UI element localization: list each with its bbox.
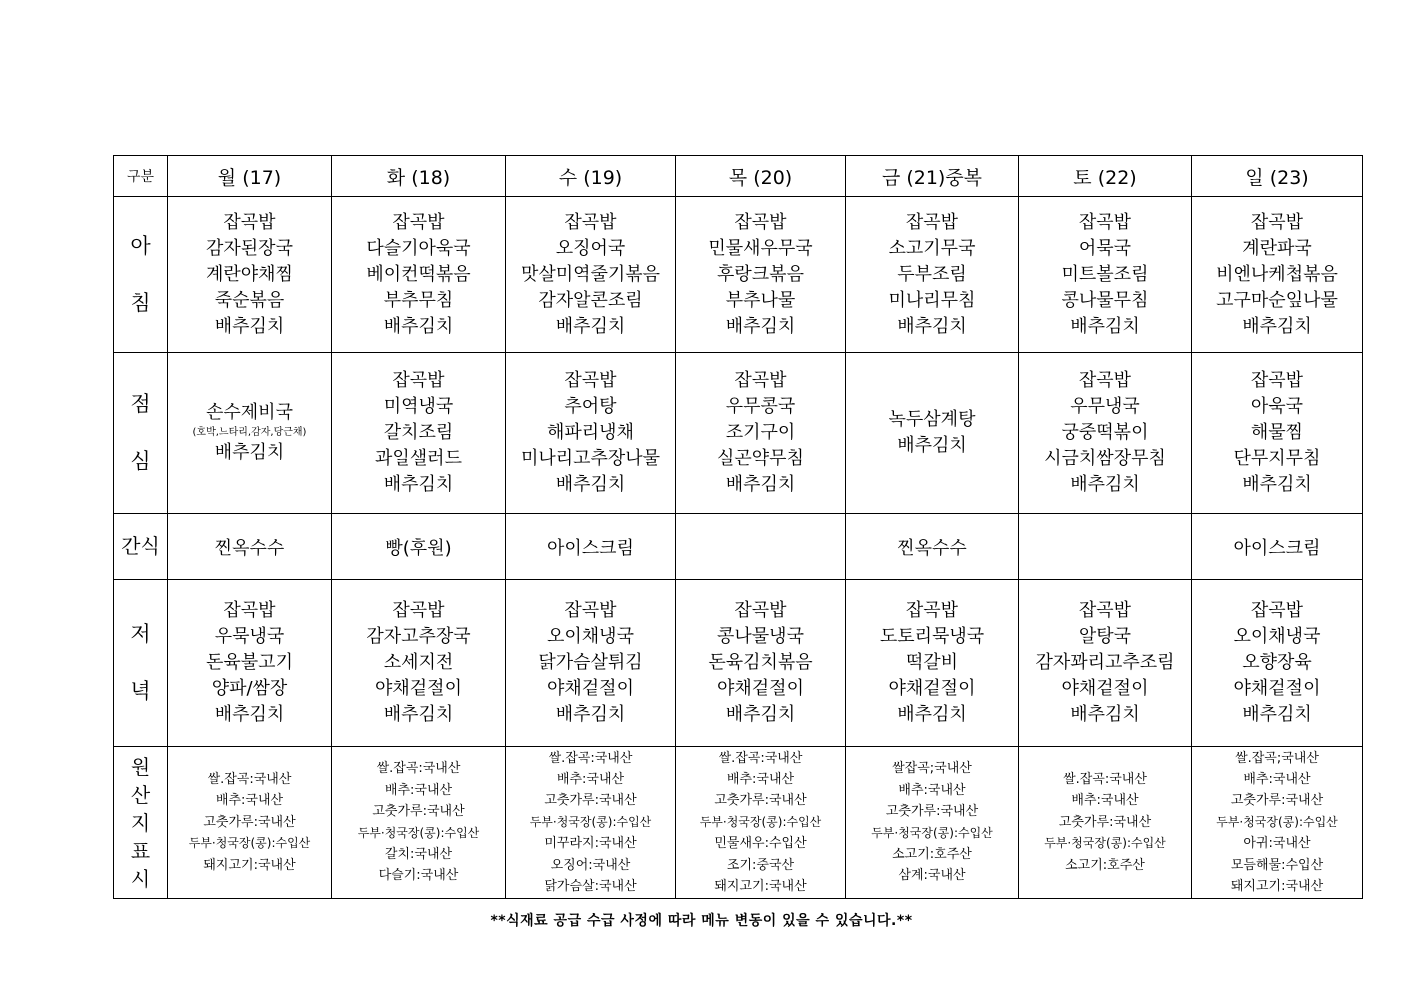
menu-item: 우무냉국 xyxy=(1070,396,1140,417)
origin-item: 다슬기:국내산 xyxy=(378,868,459,884)
origin-item: 두부·청국장(콩):수입산 xyxy=(699,814,822,829)
origin-item: 배추:국내산 xyxy=(556,771,625,787)
menu-item: 배추김치 xyxy=(1242,704,1312,725)
dinner-label xyxy=(114,580,168,747)
menu-item: 잡곡밥 xyxy=(564,211,617,233)
origin-item: 소고기:호주산 xyxy=(1065,857,1145,873)
snack-cell-fri: 찐옥수수 xyxy=(846,514,1019,580)
breakfast-cell-sun xyxy=(1192,197,1363,353)
menu-item: 도토리묵냉국 xyxy=(879,626,985,647)
menu-item: 미나리고추장나물 xyxy=(520,448,661,469)
menu-item: 닭가슴살튀김 xyxy=(538,652,643,673)
origin-item: 쌀잡곡;국내산 xyxy=(892,761,972,777)
menu-item: 배추김치 xyxy=(725,704,796,725)
menu-item: 감자고추장국 xyxy=(366,626,471,647)
day-header-fri: 금 (21)중복 xyxy=(846,156,1019,197)
dinner-cell-fri xyxy=(846,580,1019,747)
menu-item: 양파/쌈장 xyxy=(211,678,288,699)
menu-item: 야채겉절이 xyxy=(717,678,804,699)
origin-item: 쌀.잡곡:국내산 xyxy=(376,761,461,777)
menu-item: 민물새우무국 xyxy=(708,237,813,259)
menu-item: 베이컨떡볶음 xyxy=(366,263,471,285)
menu-item: 오향장육 xyxy=(1242,652,1312,673)
menu-item: 두부조림 xyxy=(897,263,967,285)
menu-item: 오징어국 xyxy=(555,237,626,259)
origin-cell-sat xyxy=(1019,747,1192,899)
lunch-cell-wed xyxy=(506,353,676,514)
menu-item: 손수제비국 xyxy=(206,402,293,423)
menu-item: 조기구이 xyxy=(725,422,796,443)
breakfast-cell-thu xyxy=(676,197,846,353)
origin-item: 고춧가루:국내산 xyxy=(544,793,637,809)
menu-item: 감자알콘조림 xyxy=(538,289,643,311)
menu-item: 부추무침 xyxy=(383,289,454,311)
menu-item: 잡곡밥 xyxy=(905,600,959,621)
origin-item: 배추:국내산 xyxy=(1071,793,1139,809)
menu-item: 배추김치 xyxy=(383,704,454,725)
menu-item: 소고기무국 xyxy=(888,237,976,259)
dinner-cell-tue xyxy=(332,580,506,747)
menu-item: 배추김치 xyxy=(1242,474,1312,495)
snack-cell-wed: 아이스크림 xyxy=(506,514,676,580)
menu-item: 감자된장국 xyxy=(206,237,293,259)
category-label: 구분 xyxy=(114,156,168,197)
menu-item: 배추김치 xyxy=(214,442,285,463)
menu-item: 잡곡밥 xyxy=(1078,211,1132,233)
menu-item: 실곤약무침 xyxy=(717,448,804,469)
menu-item: 후랑크볶음 xyxy=(717,263,804,285)
menu-item: 돈육김치볶음 xyxy=(708,652,813,673)
menu-item: 배추김치 xyxy=(1070,315,1140,337)
day-header-tue: 화 (18) xyxy=(332,156,506,197)
day-header-mon: 월 (17) xyxy=(168,156,332,197)
dinner-label-char: 저 xyxy=(130,622,151,647)
lunch-row xyxy=(114,353,1363,514)
origin-item: 오징어:국내산 xyxy=(550,857,631,873)
menu-item: 녹두삼계탕 xyxy=(888,409,976,430)
dinner-cell-thu xyxy=(676,580,846,747)
menu-item: 다슬기아욱국 xyxy=(366,237,471,259)
breakfast-label xyxy=(114,197,168,353)
menu-item: 오이채냉국 xyxy=(1233,626,1321,647)
menu-item: 잡곡밥 xyxy=(905,211,959,233)
origin-item: 배추:국내산 xyxy=(215,793,284,809)
breakfast-cell-sat xyxy=(1019,197,1192,353)
menu-item: 잡곡밥 xyxy=(392,370,445,391)
breakfast-cell-fri xyxy=(846,197,1019,353)
menu-item: 해파리냉채 xyxy=(547,422,634,443)
menu-item: 배추김치 xyxy=(897,435,967,456)
menu-item: 어묵국 xyxy=(1078,237,1132,259)
origin-item: 돼지고기:국내산 xyxy=(203,857,296,873)
origin-item: 고춧가루:국내산 xyxy=(714,793,807,809)
origin-item: 조기:중국산 xyxy=(726,857,795,873)
dinner-cell-sat xyxy=(1019,580,1192,747)
menu-item: 우묵냉국 xyxy=(214,626,285,647)
origin-item: 돼지고기:국내산 xyxy=(714,879,807,895)
snack-cell-mon: 찐옥수수 xyxy=(168,514,332,580)
origin-item: 고춧가루:국내산 xyxy=(203,814,296,830)
menu-item: 잡곡밥 xyxy=(734,370,787,391)
menu-item: 잡곡밥 xyxy=(223,600,276,621)
snack-row xyxy=(114,514,1363,580)
origin-cell-fri xyxy=(846,747,1019,899)
day-header-thu: 목 (20) xyxy=(676,156,846,197)
menu-item: 배추김치 xyxy=(725,315,796,337)
menu-item: 야채겉절이 xyxy=(1061,678,1149,699)
menu-item: 죽순볶음 xyxy=(214,289,285,311)
origin-item: 두부·청국장(콩):수입산 xyxy=(357,825,480,840)
origin-item: 삼계:국내산 xyxy=(898,868,966,884)
menu-item: 콩나물무침 xyxy=(1061,289,1149,311)
dinner-cell-sun xyxy=(1192,580,1363,747)
menu-item: 배추김치 xyxy=(214,315,285,337)
menu-item: 미나리무침 xyxy=(888,289,976,311)
origin-item: 배추:국내산 xyxy=(726,771,795,787)
lunch-cell-mon xyxy=(168,353,332,514)
origin-item: 배추:국내산 xyxy=(384,782,453,798)
dinner-label-char: 녁 xyxy=(130,679,151,703)
menu-item: 배추김치 xyxy=(383,315,454,337)
menu-item: 고구마순잎나물 xyxy=(1216,289,1338,311)
lunch-cell-sat xyxy=(1019,353,1192,514)
menu-item: 배추김치 xyxy=(725,474,796,495)
origin-item: 고춧가루:국내산 xyxy=(885,804,979,820)
menu-item: 배추김치 xyxy=(555,704,626,725)
menu-item: 배추김치 xyxy=(1242,315,1312,337)
lunch-cell-sun xyxy=(1192,353,1363,514)
lunch-label-char: 점 xyxy=(130,392,151,417)
menu-item: 단무지무침 xyxy=(1233,448,1321,469)
origin-item: 미꾸라지:국내산 xyxy=(544,836,637,852)
menu-item: 배추김치 xyxy=(214,704,285,725)
lunch-cell-tue xyxy=(332,353,506,514)
menu-item: 맛살미역줄기볶음 xyxy=(520,263,661,285)
footnote: **식재료 공급 수급 사정에 따라 메뉴 변동이 있을 수 있습니다.** xyxy=(490,913,913,929)
lunch-cell-fri xyxy=(846,353,1019,514)
menu-item: 알탕국 xyxy=(1078,626,1132,647)
breakfast-cell-tue xyxy=(332,197,506,353)
origin-item: 닭가슴살:국내산 xyxy=(544,879,637,895)
menu-item: 잡곡밥 xyxy=(564,600,617,621)
snack-label: 간식 xyxy=(114,514,168,580)
menu-item: 계란야채찜 xyxy=(206,263,293,285)
origin-item: 두부·청국장(콩):수입산 xyxy=(871,825,993,840)
origin-item: 고춧가루:국내산 xyxy=(372,804,465,820)
origin-label-char: 원 xyxy=(130,754,151,779)
day-header-sun: 일 (23) xyxy=(1192,156,1363,197)
snack-cell-sat xyxy=(1019,514,1192,580)
origin-item: 두부·청국장(콩):수입산 xyxy=(1044,836,1166,851)
dinner-cell-mon xyxy=(168,580,332,747)
origin-label xyxy=(114,747,168,899)
menu-item: 배추김치 xyxy=(1070,704,1140,725)
day-header-wed: 수 (19) xyxy=(506,156,676,197)
origin-item: 배추:국내산 xyxy=(898,782,966,798)
origin-item: 두부·청국장(콩):수입산 xyxy=(529,814,652,829)
snack-cell-sun: 아이스크림 xyxy=(1192,514,1363,580)
origin-cell-sun xyxy=(1192,747,1363,899)
lunch-cell-thu xyxy=(676,353,846,514)
origin-item: 모듬해물:수입산 xyxy=(1230,857,1324,873)
origin-item: 두부·청국장(콩):수입산 xyxy=(188,836,311,851)
origin-cell-wed xyxy=(506,747,676,899)
menu-item: 잡곡밥 xyxy=(1078,600,1132,621)
origin-item: 쌀.잡곡;국내산 xyxy=(1235,750,1319,766)
menu-item: 미역냉국 xyxy=(383,396,454,417)
menu-item: 야채겉절이 xyxy=(888,678,976,699)
menu-item: 콩나물냉국 xyxy=(717,626,804,647)
dinner-row xyxy=(114,580,1363,747)
origin-label-char: 산 xyxy=(130,782,151,807)
origin-item: 쌀.잡곡:국내산 xyxy=(548,750,633,766)
dinner-cell-wed xyxy=(506,580,676,747)
menu-item: 야채겉절이 xyxy=(375,678,462,699)
origin-cell-thu xyxy=(676,747,846,899)
origin-item: 쌀.잡곡:국내산 xyxy=(718,750,803,766)
origin-label-char: 지 xyxy=(130,810,151,835)
origin-item: 돼지고기:국내산 xyxy=(1230,879,1324,895)
origin-item: 소고기:호주산 xyxy=(892,846,972,862)
menu-item: (호박,느타리,감자,당근채) xyxy=(192,427,307,438)
snack-cell-thu xyxy=(676,514,846,580)
origin-item: 고춧가루:국내산 xyxy=(1230,793,1324,809)
origin-item: 갈치:국내산 xyxy=(384,846,453,862)
menu-item: 추어탕 xyxy=(564,396,617,417)
menu-item: 잡곡밥 xyxy=(734,211,787,233)
menu-item: 돈육불고기 xyxy=(206,652,293,673)
origin-item: 아귀:국내산 xyxy=(1243,836,1311,852)
menu-item: 배추김치 xyxy=(555,474,626,495)
origin-cell-tue xyxy=(332,747,506,899)
menu-item: 해물찜 xyxy=(1250,422,1304,443)
menu-item: 배추김치 xyxy=(1070,474,1140,495)
origin-item: 두부·청국장(콩):수입산 xyxy=(1216,814,1338,829)
menu-item: 잡곡밥 xyxy=(1250,600,1304,621)
origin-row xyxy=(114,747,1363,899)
menu-item: 미트볼조림 xyxy=(1061,263,1149,285)
breakfast-cell-mon xyxy=(168,197,332,353)
menu-item: 배추김치 xyxy=(383,474,454,495)
menu-item: 잡곡밥 xyxy=(392,211,445,233)
lunch-label-char: 심 xyxy=(130,449,151,473)
menu-item: 잡곡밥 xyxy=(734,600,787,621)
origin-cell-mon xyxy=(168,747,332,899)
menu-item: 비엔나케첩볶음 xyxy=(1216,263,1338,285)
lunch-label xyxy=(114,353,168,514)
menu-item: 야채겉절이 xyxy=(547,678,634,699)
breakfast-label-char: 침 xyxy=(130,290,151,315)
breakfast-row xyxy=(114,197,1363,353)
origin-label-char: 표 xyxy=(130,838,151,863)
menu-item: 배추김치 xyxy=(897,704,967,725)
origin-item: 민물새우:수입산 xyxy=(714,836,807,852)
menu-item: 시금치쌈장무침 xyxy=(1044,448,1166,469)
menu-item: 야채겉절이 xyxy=(1233,678,1321,699)
menu-item: 잡곡밥 xyxy=(1250,370,1304,391)
menu-item: 과일샐러드 xyxy=(375,448,462,469)
menu-item: 감자꽈리고추조림 xyxy=(1035,652,1175,673)
origin-item: 배추:국내산 xyxy=(1243,771,1311,787)
menu-item: 부추나물 xyxy=(725,289,796,311)
menu-item: 갈치조림 xyxy=(383,422,454,443)
menu-item: 배추김치 xyxy=(897,315,967,337)
menu-item: 잡곡밥 xyxy=(392,600,445,621)
menu-item: 떡갈비 xyxy=(905,652,959,673)
menu-item: 소세지전 xyxy=(383,652,454,673)
snack-cell-tue: 빵(후원) xyxy=(332,514,506,580)
origin-label-char: 시 xyxy=(130,866,151,891)
menu-item: 아욱국 xyxy=(1250,396,1304,417)
menu-item: 오이채냉국 xyxy=(547,626,634,647)
menu-item: 잡곡밥 xyxy=(223,211,276,233)
menu-item: 배추김치 xyxy=(555,315,626,337)
breakfast-cell-wed xyxy=(506,197,676,353)
origin-item: 고춧가루:국내산 xyxy=(1058,814,1152,830)
menu-item: 궁중떡볶이 xyxy=(1061,422,1149,443)
menu-item: 계란파국 xyxy=(1242,237,1312,259)
breakfast-label-char: 아 xyxy=(130,233,151,258)
header-row xyxy=(114,156,1363,197)
menu-item: 잡곡밥 xyxy=(1078,370,1132,391)
day-header-sat: 토 (22) xyxy=(1019,156,1192,197)
origin-item: 쌀.잡곡:국내산 xyxy=(207,771,292,787)
origin-item: 쌀.잡곡:국내산 xyxy=(1063,771,1147,787)
weekly-menu-table xyxy=(113,155,1363,899)
menu-item: 잡곡밥 xyxy=(564,370,617,391)
menu-item: 잡곡밥 xyxy=(1250,211,1304,233)
menu-item: 우무콩국 xyxy=(725,396,796,417)
